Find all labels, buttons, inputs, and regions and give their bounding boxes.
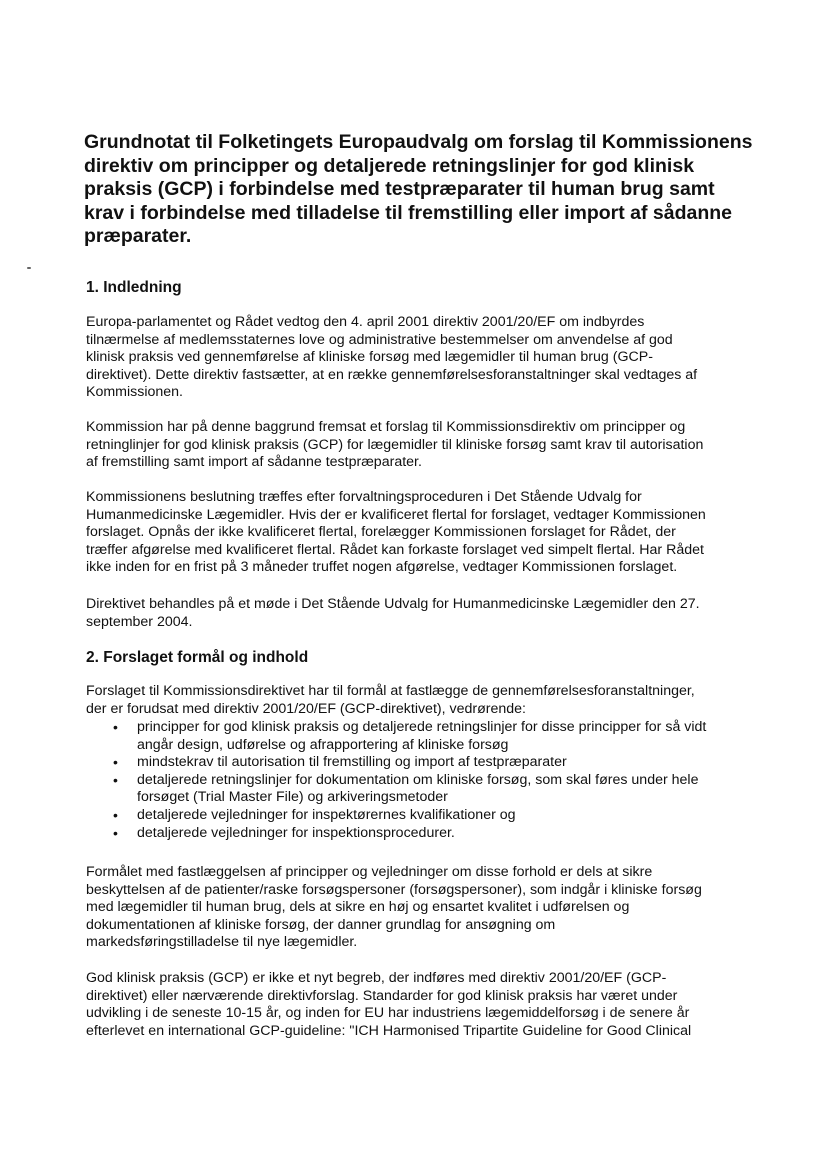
bullet-icon: • (113, 719, 118, 735)
title-line: krav i forbindelse med tilladelse til fremstilling eller import af sådanne (84, 201, 733, 224)
text-line: september 2004. (86, 613, 193, 630)
text-line: tilnærmelse af medlemsstaternes love og administrative bestemmelser om anvendelse af god (86, 331, 673, 348)
text-line: Forslaget til Kommissionsdirektivet har til formål at fastlægge de gennemførelsesforanstaltninger, (86, 683, 695, 699)
section-1-heading: 1. Indledning (86, 279, 182, 296)
text-line: Europa-parlamentet og Rådet vedtog den 4. april 2001 direktiv 2001/20/EF om indbyrdes (86, 314, 645, 330)
text-line: med lægemidler til human brug, dels at sikre en høj og ensartet kvalitet i udførelsen og (86, 899, 630, 916)
text-line: direktivet) eller nærværende direktivforslag. Standarder for god klinisk praksis har været under (86, 987, 678, 1004)
document-title (84, 131, 774, 249)
text-line: ikke inden for en frist på 3 måneder truffet nogen afgørelse, vedtager Kommissionen forslaget. (86, 559, 678, 576)
text-line: mindstekrav til autorisation til fremstilling og import af testpræparater (137, 754, 567, 771)
text-line: principper for god klinisk praksis og detaljerede retningslinjer for disse principper for så vidt (137, 719, 707, 735)
section-2-heading: 2. Forslaget formål og indhold (86, 649, 309, 666)
text-line: Humanmedicinske Lægemidler. Hvis der er kvalificeret flertal for forslaget, vedtager Kommissionen (86, 506, 706, 523)
title-line: præparater. (84, 225, 192, 247)
text-line: efterlevet en international GCP-guideline: "ICH Harmonised Tripartite Guideline for Good Clinical (86, 1022, 692, 1039)
text-line: dokumentationen af kliniske forsøg, der danner grundlag for ansøgning om (86, 916, 556, 933)
list-item (86, 719, 776, 754)
text-line: Formålet med fastlæggelsen af principper og vejledninger om disse forhold er dels at sikre (86, 864, 653, 880)
text-line: retninglinjer for god klinisk praksis (GCP) for lægemidler til kliniske forsøg samt krav til autorisation (86, 436, 704, 453)
section-2-paragraph-1 (86, 864, 776, 952)
bullet-icon: • (113, 806, 118, 823)
text-line: detaljerede retningslinjer for dokumentation om kliniske forsøg, som skal føres under hele (137, 771, 699, 788)
section-2-paragraph-2 (86, 970, 776, 1040)
section-1-paragraph-4 (86, 596, 776, 631)
title-line: Grundnotat til Folketingets Europaudvalg om forslag til Kommissionens (84, 131, 753, 153)
text-line: der er forudsat med direktiv 2001/20/EF (GCP-direktivet), vedrørende: (86, 700, 526, 717)
text-line: beskyttelsen af de patienter/raske forsøgspersoner (forsøgspersoner), som indgår i kliniske forsøg (86, 881, 702, 898)
section-1-paragraph-3 (86, 489, 776, 577)
section-1-paragraph-1 (86, 314, 776, 402)
text-line: Kommissionen. (86, 384, 183, 401)
title-line: direktiv om principper og detaljerede retningslinjer for god klinisk (84, 154, 695, 177)
text-line: angår design, udførelse og afrapportering af kliniske forsøg (137, 736, 509, 753)
text-line: Kommissionens beslutning træffes efter forvaltningsproceduren i Det Stående Udvalg for (86, 489, 642, 505)
text-line: klinisk praksis ved gennemførelse af kliniske forsøg med lægemidler til human brug (GCP- (86, 349, 653, 366)
text-line: detaljerede vejledninger for inspektionsprocedurer. (137, 824, 455, 841)
text-line: forsøget (Trial Master File) og arkiveringsmetoder (137, 789, 448, 806)
text-line: forslaget. Opnås der ikke kvalificeret flertal, forelægger Kommissionen forslaget for Rådet, der (86, 524, 676, 541)
text-line: direktivet). Dette direktiv fastsætter, at en række gennemførelsesforanstaltninger skal vedtages af (86, 366, 698, 383)
text-line: Direktivet behandles på et møde i Det Stående Udvalg for Humanmedicinske Lægemidler den 27. (86, 596, 700, 612)
bullet-icon: • (113, 771, 118, 788)
text-line: udvikling i de seneste 10-15 år, og inden for EU har industriens lægemiddelforsøg i de senere år (86, 1005, 690, 1022)
section-1-paragraph-2 (86, 419, 776, 472)
list-item (86, 807, 776, 825)
text-line: Kommission har på denne baggrund fremsat et forslag til Kommissionsdirektiv om principper og (86, 419, 686, 435)
bullet-icon: • (113, 754, 118, 771)
text-line: træffer afgørelse med kvalificeret flertal. Rådet kan forkaste forslaget ved simpelt flertal. Har Rådet (86, 541, 704, 558)
text-line: af fremstilling samt import af sådanne testpræparater. (86, 454, 422, 471)
list-item (86, 754, 776, 772)
text-line: God klinisk praksis (GCP) er ikke et nyt begreb, der indføres med direktiv 2001/20/EF (GCP- (86, 970, 667, 986)
scan-speck (27, 267, 31, 269)
text-line: markedsføringstilladelse til nye lægemidler. (86, 934, 358, 951)
list-item (86, 825, 776, 843)
text-line: detaljerede vejledninger for inspektørernes kvalifikationer og (137, 806, 516, 823)
list-item (86, 772, 776, 807)
section-2-intro (86, 683, 776, 718)
title-line: praksis (GCP) i forbindelse med testpræparater til human brug samt (84, 178, 715, 200)
bullet-icon: • (113, 824, 118, 841)
bullet-list (86, 719, 776, 842)
